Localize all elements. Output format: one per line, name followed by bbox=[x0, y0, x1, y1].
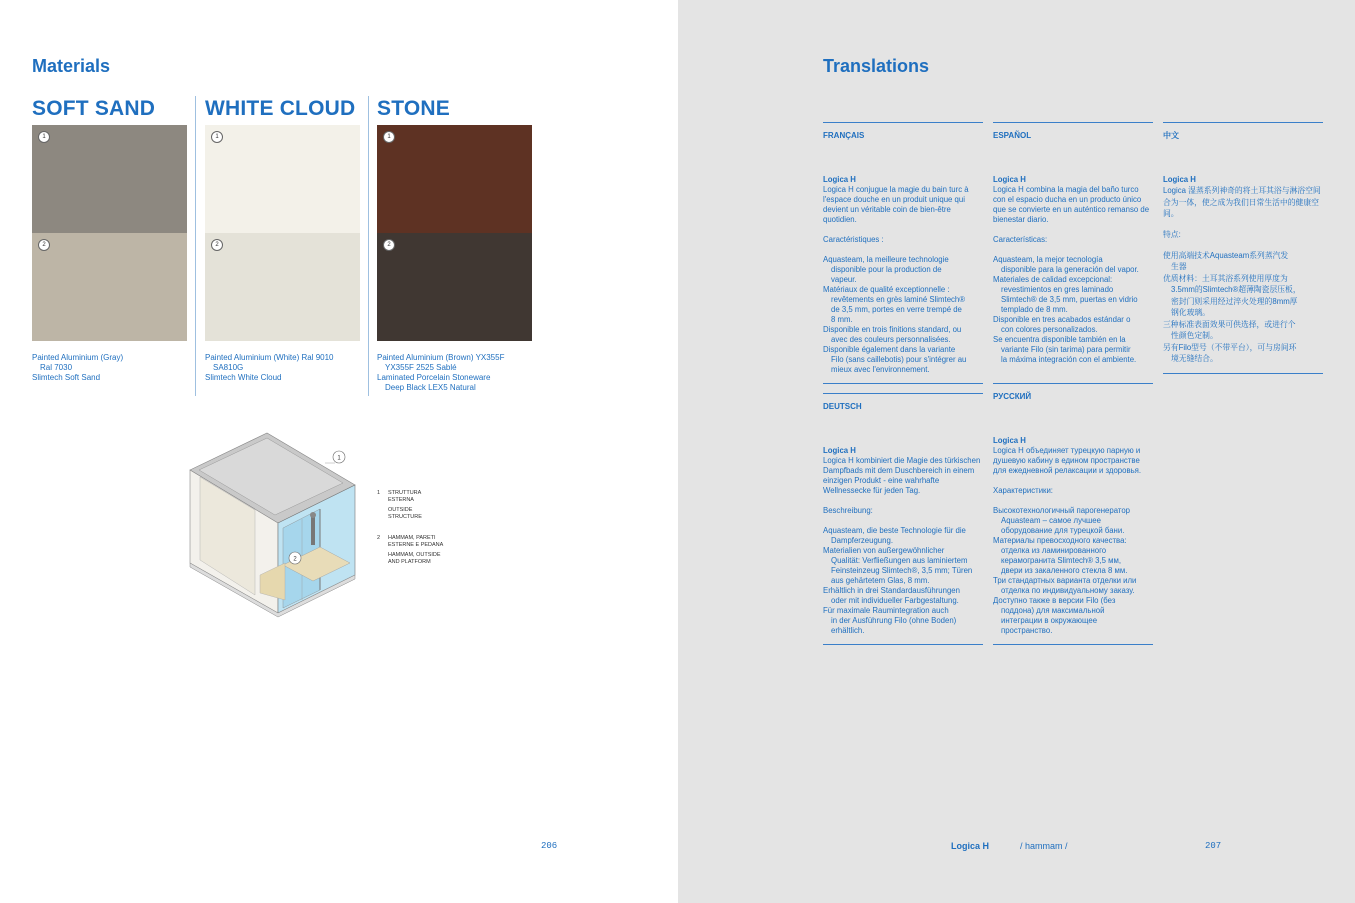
swatch-2 bbox=[205, 233, 360, 341]
badge-2: 2 bbox=[383, 239, 395, 251]
diagram-legend bbox=[377, 490, 443, 574]
badge-2: 2 bbox=[38, 239, 50, 251]
language-label: DEUTSCH bbox=[823, 402, 862, 411]
translation-russkiy: РУССКИЙ Logica H Logica H объединяет турецкую парную и душевую кабину в едином пространстве для ежедневной релаксации и здоровья. Характеристики: Высокотехнологичный парогенератор Aquasteam – самое лучшее оборудование для турецкой бани. Материалы превосходного качества: отделка из ламинированного керамогранита Slimtech® 3,5 мм, двери из закаленного стекла 8 мм. Три стандартных варианта отделки или отделка по индивидуальному заказу. Доступно также в версии Filo (без поддона) для максимальной интеграции в окружающее пространство. bbox=[993, 383, 1153, 645]
column-divider bbox=[195, 96, 196, 396]
swatch-1 bbox=[205, 125, 360, 233]
footer-category: / hammam / bbox=[1020, 841, 1068, 851]
translations-heading: Translations bbox=[823, 56, 930, 76]
right-page bbox=[678, 0, 1355, 903]
material-description: Painted Aluminium (Brown) YX355F YX355F 2525 Sablé Laminated Porcelain Stoneware Deep Black LEX5 Natural bbox=[377, 353, 505, 392]
translation-francais: FRANÇAIS Logica H Logica H conjugue la magie du bain turc à l'espace douche en un produit unique qui devient un véritable coin de bien-être quotidien. Caractéristiques : Aquasteam, la meilleure technologie disponible pour la production de vapeur. Matériaux de qualité exceptionnelle : revêtements en grès laminé Slimtech® de 3,5 mm, portes en verre trempé de 8 mm. Disponible en trois finitions standard, ou avec des couleurs personnalisées. Disponible également dans la variante Filo (sans caillebotis) pour s'intégrer au mieux avec l'environnement. bbox=[823, 122, 983, 384]
legend-item: 2 HAMMAM, PARETI ESTERNE E PEDANA HAMMAM, OUTSIDE AND PLATFORM bbox=[377, 535, 444, 565]
column-divider bbox=[368, 96, 369, 396]
material-soft-sand bbox=[32, 96, 192, 383]
swatch-1 bbox=[377, 125, 532, 233]
badge-1: 1 bbox=[38, 131, 50, 143]
materials-heading: Materials bbox=[32, 56, 111, 76]
page-number: 207 bbox=[1205, 841, 1222, 851]
badge-1: 1 bbox=[383, 131, 395, 143]
translation-deutsch: DEUTSCH Logica H Logica H kombiniert die Magie des türkischen Dampfbads mit dem Duschbereich in einem einzigen Produkt - eine wahrhafte Wellnessecke für jeden Tag. Beschreibung: Aquasteam, die beste Technologie für die Dampferzeugung. Materialien von außergewöhnlicher Qualität: Verfließungen aus laminiertem Feinsteinzeug Slimtech®, 3,5 mm; Türen aus gehärtetem Glas, 8 mm. Erhältlich in drei Standardausführungen oder mit individueller Farbgestaltung. Für maximale Raumintegration auch in der Ausführung Filo (ohne Boden) erhältlich. bbox=[823, 393, 983, 645]
translation-espanol: ESPAÑOL Logica H Logica H combina la magia del baño turco con el espacio ducha en un producto único que se convierte en un auténtico remanso de bienestar diario. Características: Aquasteam, la mejor tecnología disponible para la generación del vapor. Materiales de calidad excepcional: revestimientos en gres laminado Slimtech® de 3,5 mm, puertas en vidrio templado de 8 mm. Disponible en tres acabados estándar o con colores personalizados. Se encuentra disponible también en la variante Filo (sin tarima) para permitir la máxima integración con el ambiente. bbox=[993, 122, 1153, 365]
footer-product: Logica H bbox=[951, 841, 990, 851]
material-description: Painted Aluminium (Gray) Ral 7030 Slimtech Soft Sand bbox=[32, 353, 124, 382]
translation-zhongwen: 中文 Logica H Logica 湿蒸系列神奇的将土耳其浴与淋浴空间合为一体，使之成为我们日常生活中的健康空间。 特点: 使用高端技术Aquasteam系列蒸汽发 生器 优质材料：土耳其浴系列使用厚度为 3.5mm的Slimtech®超薄陶瓷层压板， 密封门则采用经过淬火处理的8mm厚 钢化玻璃。 三种标准表面效果可供选择，或进行个 性颜色定制。 另有Filo型号（不带平台），可与房间环 境无缝结合。 bbox=[1163, 122, 1323, 374]
swatch-2 bbox=[32, 233, 187, 341]
material-description: Painted Aluminium (White) Ral 9010 SA810G Slimtech White Cloud bbox=[205, 353, 334, 382]
language-label: РУССКИЙ bbox=[993, 392, 1032, 401]
badge-1: 1 bbox=[211, 131, 223, 143]
material-title: SOFT SAND bbox=[32, 97, 156, 120]
material-title: STONE bbox=[377, 97, 450, 120]
material-title: WHITE CLOUD bbox=[205, 97, 356, 120]
legend-item: 1 STRUTTURA ESTERNA OUTSIDE STRUCTURE bbox=[377, 490, 422, 520]
swatch-2 bbox=[377, 233, 532, 341]
svg-text:1: 1 bbox=[337, 455, 341, 462]
page-number: 206 bbox=[541, 841, 558, 851]
cabin-diagram bbox=[185, 425, 360, 620]
language-label: 中文 bbox=[1163, 131, 1179, 140]
language-label: ESPAÑOL bbox=[993, 131, 1032, 140]
badge-2: 2 bbox=[211, 239, 223, 251]
material-white-cloud bbox=[205, 96, 365, 383]
language-label: FRANÇAIS bbox=[823, 131, 865, 140]
material-stone bbox=[377, 96, 537, 393]
svg-text:2: 2 bbox=[293, 556, 297, 563]
swatch-1 bbox=[32, 125, 187, 233]
